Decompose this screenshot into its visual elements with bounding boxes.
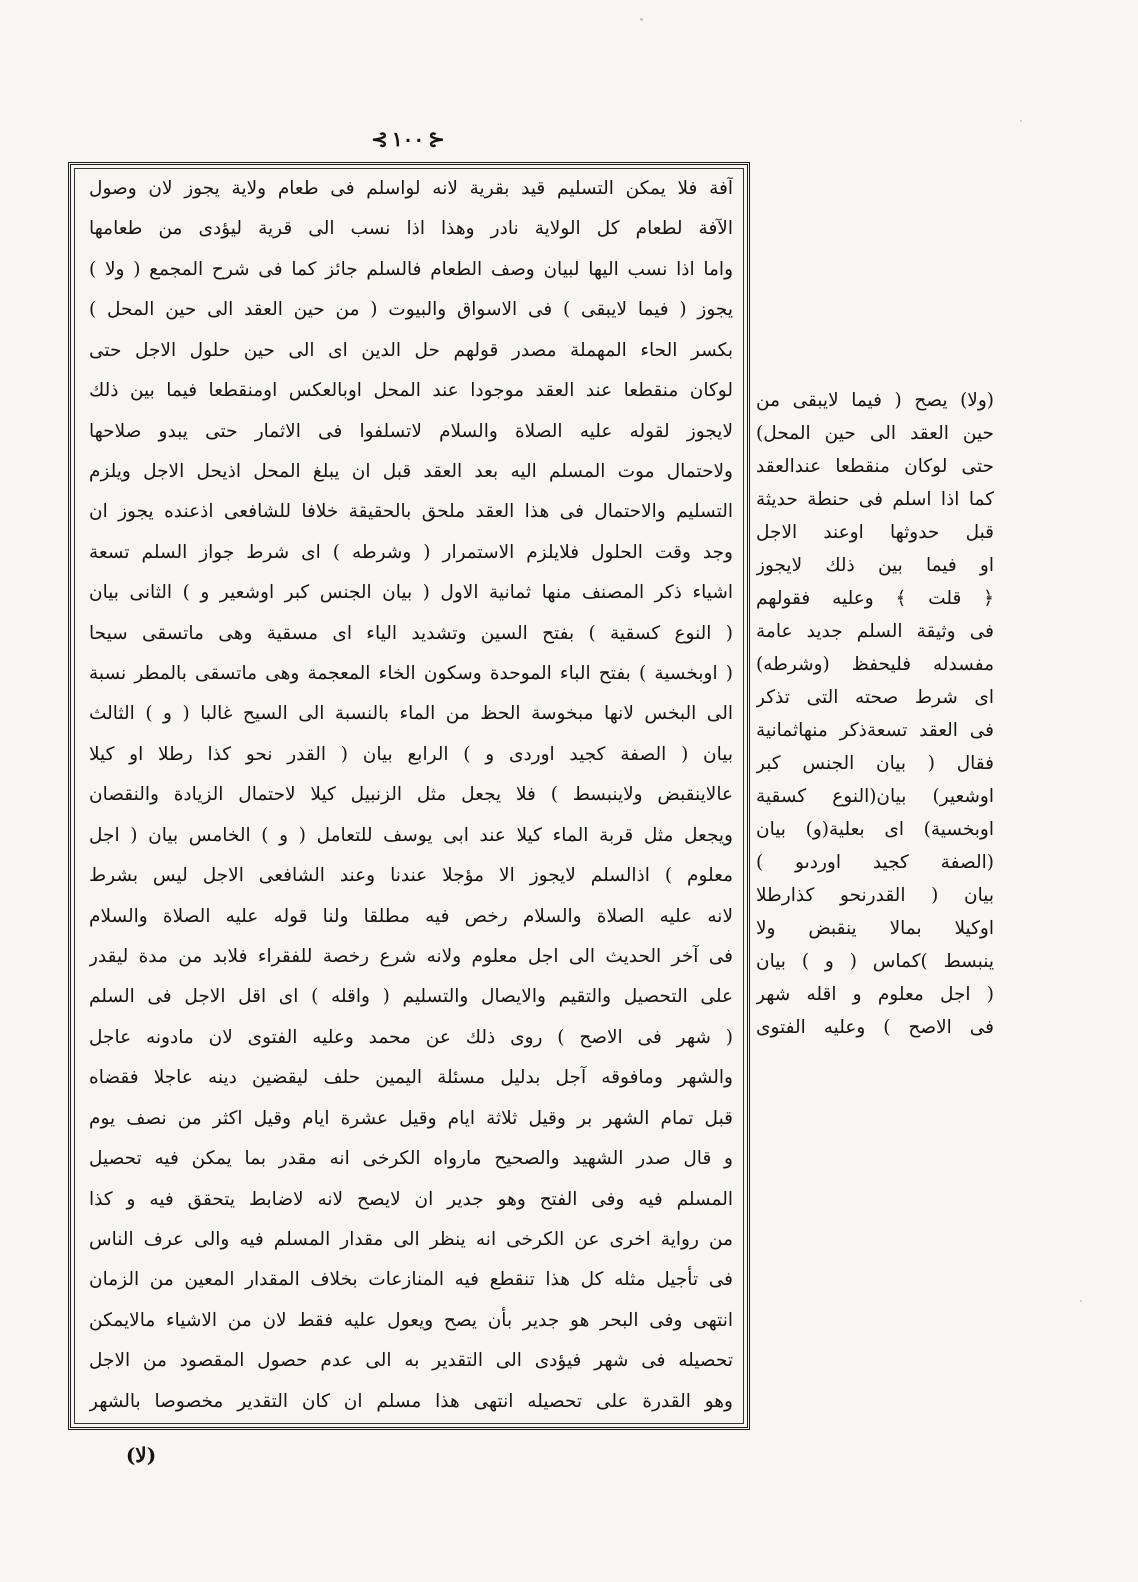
main-text-line: وجد وقت الحلول فلايلزم الاستمرار ( وشرطه ) اى شرط جواز السلم تسعة [89, 541, 733, 563]
main-text-line: معلوم ) اذالسلم لايجوز الا مؤجلا عندنا وعند الشافعى الاجل ليس بشرط [89, 865, 733, 887]
margin-text-line: كما اذا اسلم فى حنطة حديثة [756, 489, 994, 510]
main-text-line: الى البخس لانها مبخوسة الحظ من الماء بالنسبة الى السيح غالبا ( و ) الثالث [89, 703, 733, 725]
page-number-text: ١٠٠ [391, 127, 425, 151]
main-text-line: على التحصيل والتقيم والايصال والتسليم ( واقله ) اى اقل الاجل فى السلم [89, 986, 733, 1008]
main-text-line: فى تأجيل مثله كل هذا تنقطع فيه المنازعات بخلاف المقدار المعين من الزمان [89, 1269, 733, 1291]
main-text-line: انتهى وفى البحر هو جدير بأن يصح ويعول عليه فقط لان من الاشياء مالايمكن [89, 1309, 733, 1331]
main-text-line: يجوز ( فيما لايبقى ) فى الاسواق والبيوت ( من حين العقد الى حين المحل ) [89, 299, 733, 321]
main-text-line: اشياء ذكر المصنف منها ثمانية الاول ( بيان الجنس كبر اوشعير و ) الثانى بيان [89, 582, 733, 604]
margin-text-line: اوشعير) بيان(النوع كسقية [756, 786, 994, 807]
page-number [338, 122, 478, 156]
margin-text-line: او فيما بين ذلك لايجوز [756, 555, 994, 576]
main-text-line: الآفة لطعام كل الولاية نادر وهذا اذا نسب الى قرية ليؤدى من طعامها [89, 218, 733, 240]
margin-text-line: اى شرط صحته التى تذكر [756, 687, 994, 708]
margin-text-line: بيان ( القدرنحو كذارطلا [756, 885, 994, 906]
main-text-line: التسليم والاحتمال فى هذا العقد ملحق بالحقيقة خلافا للشافعى اذعنده يجوز ان [89, 501, 733, 523]
main-text-line: بيان ( الصفة كجيد اوردى و ) الرابع بيان ( القدر نحو كذا رطلا او كيلا [89, 743, 733, 765]
margin-commentary [756, 384, 994, 1044]
main-text-line: المسلم فيه وفى الفتح وهو جدير ان لايصح لانه لاضابط يتحقق فيه و كذا [89, 1188, 733, 1210]
main-text-line: من رواية اخرى عن الكرخى انه ينظر الى مقدار المسلم فيه والى عرف الناس [89, 1228, 733, 1250]
main-text-line: ولاحتمال موت المسلم اليه بعد العقد قبل ان يبلغ المحل اذيحل الاجل ويلزم [89, 460, 733, 482]
ornament-right-icon: ⊱ [428, 127, 445, 151]
margin-text-line: فى الاصح ) وعليه الفتوى [756, 1017, 994, 1038]
margin-text-line: ينبسط )كماس ( و ) بيان [756, 951, 994, 972]
paper-speckle [1020, 120, 1022, 122]
main-text-line: آفة فلا يمكن التسليم قيد بقرية لانه لواسلم فى طعام ولاية يجوز لان وصول [89, 178, 733, 199]
main-text-line: عالاينقبض ولاينبسط ) فلا يجعل مثل الزنبيل كيلا لاحتمال الزيادة والنقصان [89, 784, 733, 806]
main-text-line: ويجعل مثل قربة الماء كيلا عند ابى يوسف للتعامل ( و ) الخامس بيان ( اجل [89, 824, 733, 846]
main-text-line: لوكان منقطعا عند العقد موجودا عند المحل اوبالعكس اومنقطعا فيما بين ذلك [89, 380, 733, 402]
margin-text-line: مفسدله فليحفظ (وشرطه) [756, 654, 994, 675]
main-text-line: وهو القدرة على تحصيله انتهى هذا مسلم ان كان التقدير مخصوصا بالشهر [89, 1390, 733, 1412]
margin-text-line: قبل حدوثها اوعند الاجل [756, 522, 994, 543]
main-text-line: قبل تمام الشهر بر وقيل ثلاثة ايام وقيل عشرة ايام وقيل اكثر من نصف يوم [89, 1107, 733, 1129]
signature-mark: (لا) [125, 1443, 157, 1467]
main-text-frame [68, 162, 750, 1430]
ornament-left-icon: ⊰ [371, 127, 388, 151]
main-text-line: و قال صدر الشهيد والصحيح مارواه الكرخى انه مقدر بما يمكن فيه تحصيل [89, 1148, 733, 1170]
main-text-line: ( النوع كسقية ) بفتح السين وتشديد الياء اى مسقية وهى ماتسقى سيحا [89, 622, 733, 644]
main-text-line: تحصيله فى شهر فيؤدى الى التقدير به الى عدم حصول المقصود من الاجل [89, 1350, 733, 1372]
margin-text-line: حين العقد الى حين المحل) [756, 423, 994, 444]
main-text-line: ( اوبخسية ) بفتح الباء الموحدة وسكون الخاء المعجمة وهى ماتسقى بالمطر نسبة [89, 663, 733, 685]
margin-text-line: اوبخسية) اى بعلية(و) بيان [756, 819, 994, 840]
main-text-line: بكسر الحاء المهملة مصدر قولهم حل الدين اى الى حين حلول الاجل حتى [89, 339, 733, 361]
main-text-body [89, 175, 733, 1415]
margin-text-line: فى العقد تسعةذكر منهاثمانية [756, 720, 994, 741]
margin-text-line: ( اجل معلوم و اقله شهر [756, 984, 994, 1005]
margin-text-line: اوكيلا بمالا ينقبض ولا [756, 918, 994, 939]
main-text-line: فى آخر الحديث الى اجل معلوم ولانه شرع رخصة للفقراء فلابد من مدة ليقدر [89, 946, 733, 968]
margin-text-line: (ولا) يصح ( فيما لايبقى من [756, 390, 994, 411]
margin-text-line: حتى لوكان منقطعا عندالعقد [756, 456, 994, 477]
main-text-line: واما اذا نسب اليها لبيان وصف الطعام فالسلم جائز كما فى شرح المجمع ( ولا ) [89, 258, 733, 280]
main-text-line: لايجوز لقوله عليه الصلاة والسلام لاتسلفوا فى الاثمار حتى يبدو صلاحها [89, 420, 733, 442]
paper-speckle [640, 18, 643, 21]
margin-text-line: فى وثيقة السلم جديد عامة [756, 621, 994, 642]
main-text-line: والشهر ومافوقه آجل بدليل مسئلة اليمين حلف ليقضين دينه عاجلا فقضاه [89, 1067, 733, 1089]
margin-text-line: (الصفة كجيد اوردىو ) [756, 852, 994, 873]
main-text-line: لانه عليه الصلاة والسلام رخص فيه مطلقا ولنا قوله عليه الصلاة والسلام [89, 905, 733, 927]
main-text-line: ( شهر فى الاصح ) روى ذلك عن محمد وعليه الفتوى لان مادونه عاجل [89, 1026, 733, 1048]
paper-speckle [1080, 1300, 1082, 1302]
margin-text-line: ﴿ قلت ﴾ وعليه فقولهم [756, 588, 994, 609]
margin-text-line: فقال ( بيان الجنس كبر [756, 753, 994, 774]
